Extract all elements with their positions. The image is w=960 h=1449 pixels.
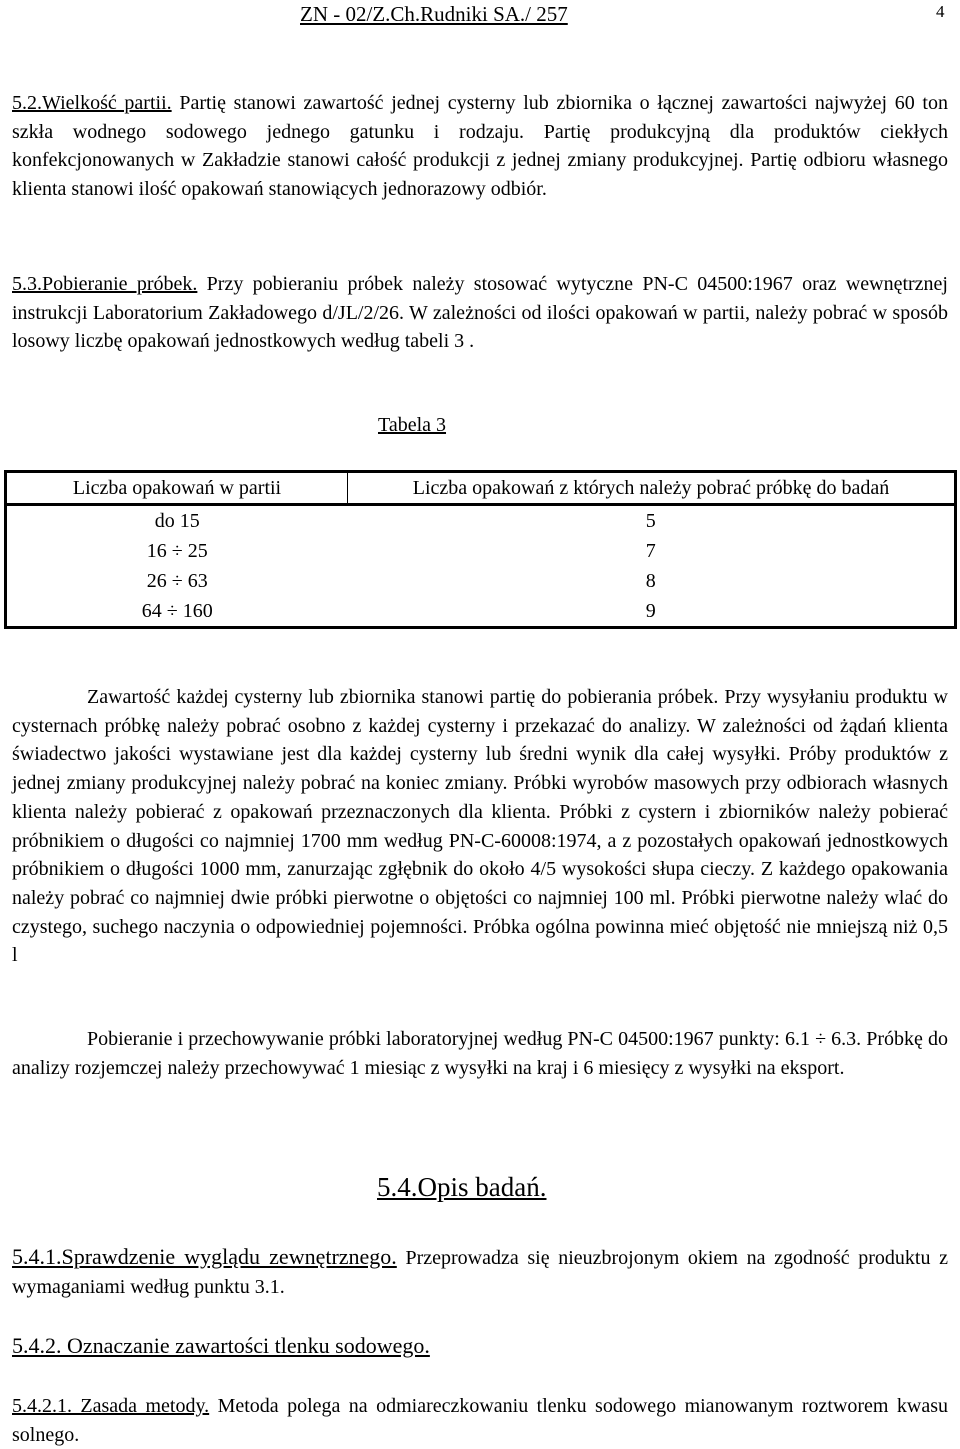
table-row (6, 596, 956, 628)
table-cell: 9 (348, 596, 956, 628)
table-row (6, 536, 956, 566)
table-cell: 5 (348, 505, 956, 537)
section-5-4-1-heading: 5.4.1.Sprawdzenie wyglądu zewnętrznego. (12, 1244, 397, 1269)
sampling-paragraph: Zawartość każdej cysterny lub zbiornika stanowi partię do pobierania próbek. Przy wysyłaniu produktu w cysternach próbkę należy pobrać osobno z każdej cysterny i przekazać do analizy. W zależności od żądań klienta świadectwo jakości wystawiane jest dla każdej cysterny lub średni wynik dla całej wysyłki. Próby produktów z jednej zmiany produkcyjnej należy pobrać na koniec zmiany. Próbki wyrobów masowych przy odbiorach własnych klienta należy pobierać z opakowań przeznaczonych dla klienta. Próbki z cystern i zbiorników należy pobierać próbnikiem o długości co najmniej 1700 mm według PN-C-60008:1974, a z pozostałych opakowań jednostkowych próbnikiem o długości 1000 mm, zanurzając zgłębnik do około 4/5 wysokości słupa cieczy. Z każdego opakowania należy pobrać co najmniej dwie próbki pierwotne o objętości co najmniej 100 ml. Próbki pierwotne należy wlać do czystego, suchego naczynia o odpowiedniej pojemności. Próbka ogólna powinna mieć objętość nie mniejszą niż 0,5 l (12, 686, 948, 967)
section-5-4-2-heading: 5.4.2. Oznaczanie zawartości tlenku sodowego. (12, 1333, 430, 1358)
section-5-2-text: Partię stanowi zawartość jednej cysterny lub zbiornika o łącznej zawartości najwyżej 60 ton szkła wodnego sodowego jednego gatunku i rodzaju. Partię produkcyjną dla produktów ciekłych konfekcjonowanych w Zakładzie stanowi całość produkcji z jednej zmiany produkcyjnej. Partię odbioru własnego klienta stanowi ilość opakowań stanowiących jednorazowy odbiór. (12, 92, 948, 201)
section-5-3-text: Przy pobieraniu próbek należy stosować wytyczne PN-C 04500:1967 oraz wewnętrznej instrukcji Laboratorium Zakładowego d/JL/2/26. W zależności od ilości opakowań w partii, należy pobrać w sposób losowy liczbę opakowań jednostkowych według tabeli 3 . (12, 273, 948, 353)
section-5-3 (12, 270, 948, 356)
table-header-cell: Liczba opakowań w partii (6, 472, 348, 505)
table-cell: do 15 (6, 505, 348, 537)
document-header: ZN - 02/Z.Ch.Rudniki SA./ 257 (300, 2, 568, 26)
table-row (6, 505, 956, 537)
section-5-2-heading: 5.2.Wielkość partii. (12, 92, 172, 114)
section-5-4-2-1-heading: 5.4.2.1. Zasada metody. (12, 1395, 210, 1417)
table-row (6, 566, 956, 596)
storage-paragraph: Pobieranie i przechowywanie próbki laboratoryjnej według PN-C 04500:1967 punkty: 6.1 ÷ 6.3. Próbkę do analizy rozjemczej należy przechowywać 1 miesiąc z wysyłki na kraj i 6 miesięcy z wysyłki na eksport. (12, 1028, 948, 1079)
section-5-3-heading: 5.3.Pobieranie próbek. (12, 273, 198, 295)
table-cell: 7 (348, 536, 956, 566)
section-5-4-heading: 5.4.Opis badań. (377, 1172, 547, 1202)
table-cell: 16 ÷ 25 (6, 536, 348, 566)
table-cell: 64 ÷ 160 (6, 596, 348, 628)
section-5-4-1-text: Przeprowadza się nieuzbrojonym okiem na zgodność produktu z wymaganiami według punktu 3.1. (12, 1247, 948, 1298)
table-cell: 8 (348, 566, 956, 596)
section-5-4-2-1 (12, 1392, 948, 1449)
section-5-4-2-1-text: Metoda polega na odmiareczkowaniu tlenku sodowego mianowanym roztworem kwasu solnego. (12, 1395, 948, 1446)
section-5-4-1 (12, 1243, 948, 1301)
table-header-row (6, 472, 956, 505)
table-cell: 26 ÷ 63 (6, 566, 348, 596)
table-caption: Tabela 3 (378, 414, 447, 436)
table-header-cell: Liczba opakowań z których należy pobrać próbkę do badań (348, 472, 956, 505)
sampling-table (4, 470, 957, 629)
section-5-2 (12, 89, 948, 204)
page-number: 4 (936, 2, 945, 21)
